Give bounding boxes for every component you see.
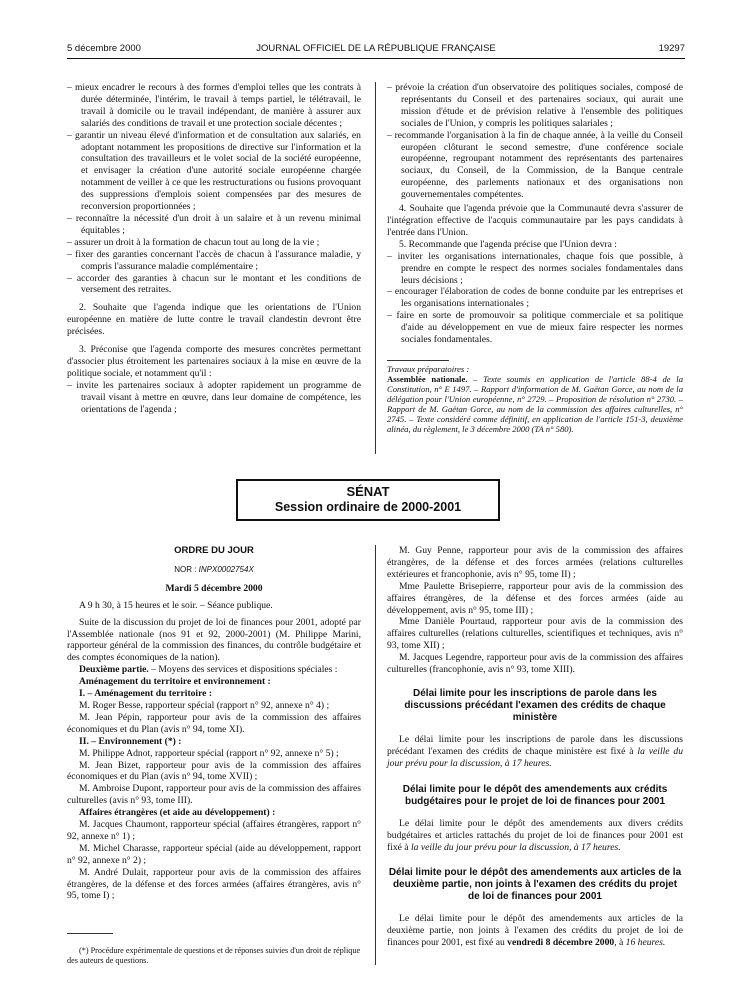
bottom-left-column [67,545,361,902]
rapporteur-entry: M. Jacques Chaumont, rapporteur spécial (affaires étrangères, rapport n° 92, annexe n° 1) ; [67,819,361,842]
list-item: – recommande l'organisation à la fin de chaque année, à la veille du Conseil européen clôturant le second semestre, d'une conférence sociale européenne, regroupant notamment des représentants des partenaires sociaux, du Conseil, de la Commission, de la Banque centrale européenne, des parlements nationaux et des organisations non gouvernementales compétentes. [387,129,683,201]
session-subtitle: Session ordinaire de 2000-2001 [274,500,462,514]
rapporteur-entry: M. Ambroise Dupont, rapporteur pour avis de la commission des affaires culturelles (avis n° 93, tome III). [67,783,361,807]
list-item: – reconnaître la nécessité d'un droit à un salaire et à un revenu minimal équitables ; [67,212,361,236]
page-header [67,43,685,57]
rapporteur-entry: Mme Danièle Pourtaud, rapporteur pour avis de la commission des affaires culturelles (relations culturelles, scientifiques et techniques, avis n° 93, tome XII) ; [387,616,683,652]
header-journal-title: JOURNAL OFFICIEL DE LA RÉPUBLIQUE FRANÇAISE [256,43,496,54]
rapporteur-entry: M. Jean Bizet, rapporteur pour avis de la commission des affaires économiques et du Plan (avis n° 94, tome XVII) ; [67,759,361,783]
list-item: – invite les partenaires sociaux à adopter rapidement un programme de travail visant à mettre en œuvre, dans leur domaine de compétence, les orientations de l'agenda ; [67,379,361,415]
rapporteur-entry: M. André Dulait, rapporteur pour avis de la commission des affaires étrangères, de la défense et des forces armées (affaires étrangères, avis n° 95, tome I) ; [67,866,361,902]
rapporteur-entry: M. Jean Pépin, rapporteur pour avis de la commission des affaires économiques et du Plan (avis n° 94, tome XI). [67,711,361,735]
nor-reference: NOR : INPX0002754X [174,564,254,574]
divider [387,360,449,361]
deadline-heading-2: Délai limite pour le dépôt des amendements aux crédits budgétaires pour le projet de loi de finances pour 2001 [402,783,668,807]
bottom-right-column [387,545,683,949]
rapporteur-entry: M. Michel Charasse, rapporteur spécial (aide au développement, rapport n° 92, annexe n° 2) ; [67,842,361,866]
session-time: A 9 h 30, à 15 heures et le soir. – Séance publique. [79,599,273,611]
senat-title: SÉNAT [346,484,390,499]
partie-paragraph: Deuxième partie. – Moyens des services et dispositions spéciales : [79,664,338,676]
deadline-heading-1: Délai limite pour les inscriptions de parole dans les discussions précédant l'examen des crédits de chaque ministère [404,687,666,723]
rapporteur-entry: Mme Paulette Brisepierre, rapporteur pour avis de la commission des affaires étrangères, de la défense et des forces armées (aide au développement, avis n° 95, tome III) ; [387,580,683,616]
header-date: 5 décembre 2000 [67,43,141,54]
footnote-rule [67,933,113,934]
top-right-column [387,82,683,434]
list-item: – faire en sorte de promouvoir sa politique commerciale et sa politique d'aide au développement en vue de mieux faire respecter les normes sociales fondamentales. [387,310,683,346]
section-heading: I. – Aménagement du territoire : [79,688,213,700]
deadline-paragraph-1: Le délai limite pour les inscriptions de parole dans les discussions précédant l'examen des crédits de chaque ministère est fixé à la veille du jour prévu pour la discussion, à 17 heures. [387,733,684,769]
list-item: – fixer des garanties concernant l'accès de chacun à l'assurance maladie, y compris l'assurance maladie complémentaire ; [67,248,361,272]
travaux-title: Travaux préparatoires : [387,363,470,374]
session-date: Mardi 5 décembre 2000 [165,582,263,594]
paragraph-5: 5. Recommande que l'agenda précise que l'Union devra : [399,238,617,250]
intro-paragraph: Suite de la discussion du projet de loi de finances pour 2001, adopté par l'Assemblée nationale (nos 91 et 92, 2000-2001) (M. Philippe Marini, rapporteur général de la commission des finances, du contrôle budgétaire et des comptes économiques de la nation). [67,616,361,664]
list-item: – prévoie la création d'un observatoire des politiques sociales, composé de représentants du Conseil et des partenaires sociaux, qui aurait une mission d'étude et de prévision relative à l'ensemble des politiques sociales de l'Union, y compris les politiques salariales ; [387,82,683,129]
travaux-text: Assemblée nationale. – Texte soumis en application de l'article 88-4 de la Constitution, n° E 1497. – Rapport d'information de M. Gaëtan Gorce, au nom de la délégation pour l'Union européenne, n° 2729. – Proposition de résolution n° 2730. – Rapport de M. Gaëtan Gorce, au nom de la commission des affaires culturelles, n° 2745. – Texte considéré comme définitif, en application de l'article 151-3, deuxième alinéa, du règlement, le 3 décembre 2000 (TA n° 580). [387,373,683,434]
column-separator [375,82,376,454]
column-separator [375,545,376,965]
deadline-paragraph-2: Le délai limite pour le dépôt des amendements aux divers crédits budgétaires et articles rattachés du projet de loi de finances pour 2001 est fixé à la veille du jour prévu pour la discussion, à 17 heures. [387,817,683,853]
list-item: – assurer un droit à la formation de chacun tout au long de la vie ; [67,236,320,248]
rapporteur-entry: M. Guy Penne, rapporteur pour avis de la commission des affaires étrangères, de la défense et des forces armées (relations culturelles extérieures et francophonie, avis n° 95, tome II) ; [387,545,683,580]
section-amenagement: Aménagement du territoire et environnement : [79,676,271,688]
rapporteur-entry: M. Roger Besse, rapporteur spécial (rapport n° 92, annexe n° 4) ; [79,699,330,711]
paragraph-2: 2. Souhaite que l'agenda indique que les orientations de l'Union européenne en matière de lutte contre le travail clandestin devront être précisées. [67,302,361,338]
list-item: – mieux encadrer le recours à des formes d'emploi telles que les contrats à durée déterminée, l'intérim, le travail à temps partiel, le télétravail, le travail à domicile ou le travail indépendant, de manière à assurer aux salariés des conditions de travail et une protection sociale décentes ; [67,82,361,129]
list-item: – encourager l'élaboration de codes de bonne conduite par les entreprises et les organisations internationales ; [387,286,683,310]
rapporteur-entry: M. Jacques Legendre, rapporteur pour avis de la commission des affaires culturelles (francophonie, avis n° 93, tome XIII). [387,652,683,676]
deadline-heading-3: Délai limite pour le dépôt des amendements aux articles de la deuxième partie, non joints à l'examen des crédits du projet de loi de finances pour 2001 [388,867,682,903]
list-item: – garantir un niveau élevé d'information et de consultation aux salariés, en adoptant notamment les propositions de directive sur l'information et la consultation des travailleurs et le volet social de la société européenne, et envisager la création d'une autorité sociale européenne chargée notamment de veiller à ce que les restructurations ou fusions provoquant des suppressions d'emplois soient compensées par des mesures de reconversion proportionnées ; [67,129,361,213]
order-of-day-heading: ORDRE DU JOUR [174,545,254,556]
list-item: – inviter les organisations internationales, chaque fois que possible, à prendre en compte le respect des normes sociales fondamentales dans leurs décisions ; [387,250,683,286]
header-page-number: 19297 [658,43,685,54]
top-left-column [67,82,361,415]
rapporteur-entry: M. Philippe Adnot, rapporteur spécial (rapport n° 92, annexe n° 5) ; [79,747,339,759]
section-heading: II. – Environnement (*) : [79,735,182,747]
section-heading: Affaires étrangères (et aide au développement) : [79,807,276,819]
senat-title-box [236,479,500,521]
paragraph-3: 3. Préconise que l'agenda comporte des mesures concrètes permettant d'associer plus étroitement les partenaires sociaux à la mise en œuvre de la politique sociale, et notamment qu'il : [67,344,361,379]
list-item: – accorder des garanties à chacun sur le montant et les conditions de versement des retraites. [67,272,362,296]
deadline-paragraph-3: Le délai limite pour le dépôt des amendements aux articles de la deuxième partie, non joints à l'examen des crédits du projet de loi de finances pour 2001, est fixé au vendredi 8 décembre 2000, à 16 heures. [387,913,683,949]
header-rule [67,58,685,59]
footnote: (*) Procédure expérimentale de questions et de réponses suivies d'un droit de réplique des auteurs de questions. [67,946,361,966]
paragraph-4: 4. Souhaite que l'agenda prévoie que la Communauté devra s'assurer de l'intégration effective de l'acquis communautaire par les pays candidats à l'entrée dans l'Union. [387,203,683,238]
